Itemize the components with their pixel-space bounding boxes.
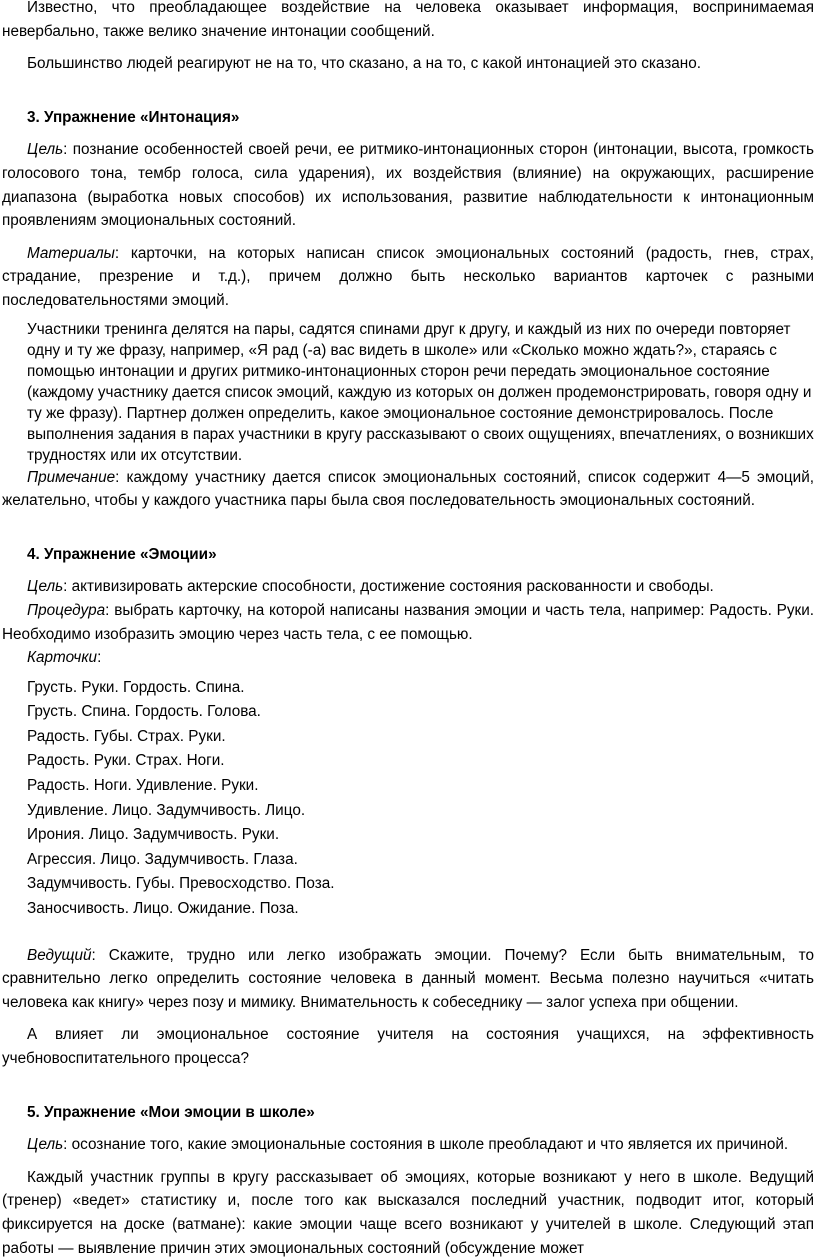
exercise-4-procedure (2, 599, 814, 646)
exercise-3-goal (2, 138, 814, 232)
goal-text: : осознание того, какие эмоциональные состояния в школе преобладают и что является их причиной. (63, 1136, 789, 1154)
reflection-question: А влияет ли эмоциональное состояние учителя на состояния учащихся, на эффективность учебновоспитательного процесса? (2, 1026, 814, 1067)
host-label: Ведущий (27, 946, 92, 964)
goal-text: : познание особенностей своей речи, ее ритмико-интонационных сторон (интонации, высота, громкость голосового тона, тембр голоса, сила ударения), их воздействия (влияние) на окружающих, расширение диапазона (выработка новых способов) их использования, развитие наблюдательности к интонационным проявлениям эмоциональных состояний. (2, 141, 814, 230)
exercise-3-participants: Участники тренинга делятся на пары, садятся спинами друг к другу, и каждый из них по очереди повторяет одну и ту же фразу, например, «Я рад (-а) вас видеть в школе» или «Сколько можно ждать?», стараясь с помощью интонации и других ритмико-интонационных сторон речи передать эмоциональное состояние (каждому участнику дается список эмоций, каждую из которых он должен продемонстрировать, говоря одну и ту же фразу). Партнер должен определить, какое эмоциональное состояние демонстрировалось. После выполнения задания в парах участники в кругу рассказывают о своих ощущениях, впечатлениях, о возникших трудностях или их отсутствии. (27, 320, 814, 464)
card-item: Удивление. Лицо. Задумчивость. Лицо. (27, 801, 306, 819)
card-item: Радость. Ноги. Удивление. Руки. (27, 777, 259, 795)
host-text: : Скажите, трудно или легко изображать эмоции. Почему? Если быть внимательным, то сравнительно легко определить состояние человека в данный момент. Весьма полезно научиться «читать человека как книгу» через позу и мимику. Внимательность к собеседнику — залог успеха при общении. (2, 946, 814, 1011)
card-item: Агрессия. Лицо. Задумчивость. Глаза. (27, 850, 298, 868)
exercise-5-heading: 5. Упражнение «Мои эмоции в школе» (27, 1103, 315, 1121)
card-item: Задумчивость. Губы. Превосходство. Поза. (27, 875, 335, 893)
procedure-text: : выбрать карточку, на которой написаны названия эмоции и часть тела, например: Радость. Руки. Необходимо изобразить эмоцию через часть тела, с ее помощью. (2, 601, 814, 643)
card-item: Радость. Губы. Страх. Руки. (27, 727, 226, 745)
host-remark (2, 944, 814, 1015)
card-item: Радость. Руки. Страх. Ноги. (27, 752, 225, 770)
goal-label: Цель (27, 578, 64, 596)
procedure-label: Процедура (27, 601, 106, 619)
intro-paragraph-2: Большинство людей реагируют не на то, что сказано, а на то, с какой интонацией это сказано. (27, 55, 701, 73)
card-item: Заносчивость. Лицо. Ожидание. Поза. (27, 900, 299, 918)
exercise-3-heading: 3. Упражнение «Интонация» (27, 108, 240, 126)
goal-label: Цель (27, 141, 64, 159)
exercise-5-body: Каждый участник группы в кругу рассказывает об эмоциях, которые возникают у него в школе. Ведущий (тренер) «ведет» статистику и, после того как высказался последний участник, подводит итог, который фиксируется на доске (ватмане): какие эмоции чаще всего возникают у учителей в школе. Следующий этап работы — выявление причин этих эмоциональных состояний (обсуждение может (2, 1168, 814, 1257)
note-label: Примечание (27, 468, 116, 486)
document-page (2, 0, 814, 1260)
card-item: Ирония. Лицо. Задумчивость. Руки. (27, 826, 280, 844)
exercise-3-note (2, 466, 814, 513)
exercise-4-goal (2, 575, 814, 599)
exercise-4-heading: 4. Упражнение «Эмоции» (27, 545, 217, 563)
cards-label: Карточки (27, 649, 98, 667)
exercise-3-materials (2, 242, 814, 313)
materials-text: : карточки, на которых написан список эмоциональных состояний (радость, гнев, страх, страдание, презрение и т.д.), причем должно быть несколько вариантов карточек с разными последовательностями эмоций. (2, 244, 814, 309)
exercise-5-goal (2, 1133, 814, 1157)
cards-heading (27, 646, 814, 670)
note-text: : каждому участнику дается список эмоциональных состояний, список содержит 4—5 эмоций, желательно, чтобы у каждого участника пары была своя последовательность эмоциональных состояний. (2, 468, 814, 510)
goal-text: : активизировать актерские способности, достижение состояния раскованности и свободы. (63, 578, 714, 596)
materials-label: Материалы (27, 244, 115, 262)
intro-paragraph-1: Известно, что преобладающее воздействие на человека оказывает информация, воспринимаемая невербально, также велико значение интонации сообщений. (2, 0, 814, 40)
cards-colon: : (97, 649, 102, 667)
card-item: Грусть. Спина. Гордость. Голова. (27, 703, 261, 721)
goal-label: Цель (27, 1136, 64, 1154)
cards-list (27, 676, 814, 922)
card-item: Грусть. Руки. Гордость. Спина. (27, 678, 245, 696)
